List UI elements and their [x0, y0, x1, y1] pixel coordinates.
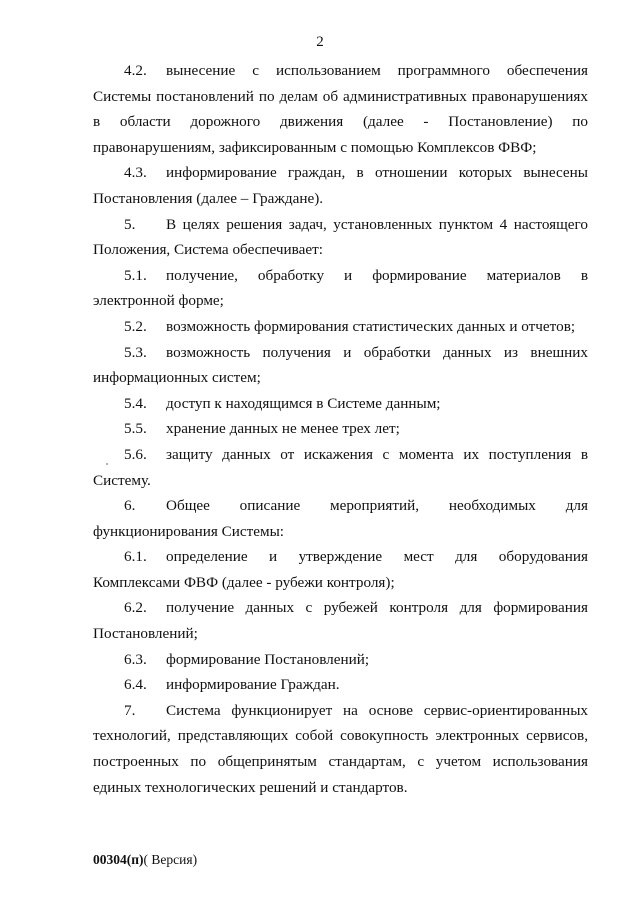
clause-text: возможность получения и обработки данных из внешних информационных систем; — [93, 343, 588, 387]
clause-5-2 — [93, 314, 588, 340]
clause-text: определение и утверждение мест для оборудования Комплексами ФВФ (далее - рубежи контроля); — [93, 548, 588, 591]
clause-text: доступ к находящимся в Системе данным; — [166, 394, 441, 412]
scan-artifact — [106, 463, 108, 465]
clause-4-2 — [93, 58, 588, 160]
clause-number: 6.2. — [124, 599, 147, 617]
document-code: 00304(п) — [93, 852, 144, 867]
clause-6-1 — [93, 544, 588, 595]
clause-6-2 — [93, 595, 588, 646]
clause-number: 5.1. — [124, 266, 147, 284]
clause-number: 6. — [124, 497, 136, 515]
clause-text: Общее описание мероприятий, необходимых для функционирования Системы: — [93, 497, 588, 540]
clause-5-1 — [93, 263, 588, 314]
clause-6-3 — [93, 647, 588, 673]
clause-5-6 — [93, 442, 588, 493]
clause-number: 7. — [124, 701, 136, 719]
clause-5-3 — [93, 340, 588, 391]
clause-5 — [93, 212, 588, 263]
clause-number: 5.5. — [124, 420, 147, 438]
document-footer — [93, 852, 197, 868]
document-version: ( Версия) — [143, 852, 198, 867]
document-body — [93, 58, 588, 800]
clause-text: формирование Постановлений; — [166, 650, 370, 668]
clause-text: получение данных с рубежей контроля для формирования Постановлений; — [93, 599, 588, 643]
clause-text: получение, обработку и формирование материалов в электронной форме; — [93, 266, 588, 310]
clause-5-4 — [93, 391, 588, 417]
clause-number: 6.3. — [124, 650, 147, 668]
clause-number: 5.3. — [124, 343, 147, 361]
clause-number: 5.4. — [124, 394, 147, 412]
page-number: 2 — [316, 34, 324, 50]
clause-text: хранение данных не менее трех лет; — [166, 420, 400, 438]
clause-number: 5. — [124, 215, 136, 233]
clause-6 — [93, 493, 588, 544]
clause-4-3 — [93, 160, 588, 211]
clause-6-4 — [93, 672, 588, 698]
clause-text: информирование граждан, в отношении которых вынесены Постановления (далее – Граждане). — [93, 164, 588, 207]
clause-text: Система функционирует на основе сервис-ориентированных технологий, представляющих собой совокупность электронных сервисов, построенных по общепринятым стандартам, с учетом использования единых технологических решений и стандартов. — [93, 701, 588, 796]
clause-number: 4.2. — [124, 62, 147, 79]
clause-number: 6.4. — [124, 676, 147, 694]
clause-number: 5.2. — [124, 317, 147, 335]
clause-text: информирование Граждан. — [166, 676, 340, 694]
clause-text: защиту данных от искажения с момента их поступления в Систему. — [93, 445, 588, 489]
clause-text: вынесение с использованием программного обеспечения Системы постановлений по делам об административных правонарушениях в области дорожного движения (далее - Постановление) по правонарушениям, зафиксированным с помощью Комплексов ФВФ; — [93, 62, 588, 156]
clause-number: 4.3. — [124, 164, 147, 182]
clause-5-5 — [93, 416, 588, 442]
clause-text: В целях решения задач, установленных пунктом 4 настоящего Положения, Система обеспечивает: — [93, 215, 588, 259]
clause-number: 5.6. — [124, 445, 147, 463]
clause-text: возможность формирования статистических данных и отчетов; — [166, 317, 576, 335]
clause-number: 6.1. — [124, 548, 147, 566]
clause-7 — [93, 698, 588, 800]
